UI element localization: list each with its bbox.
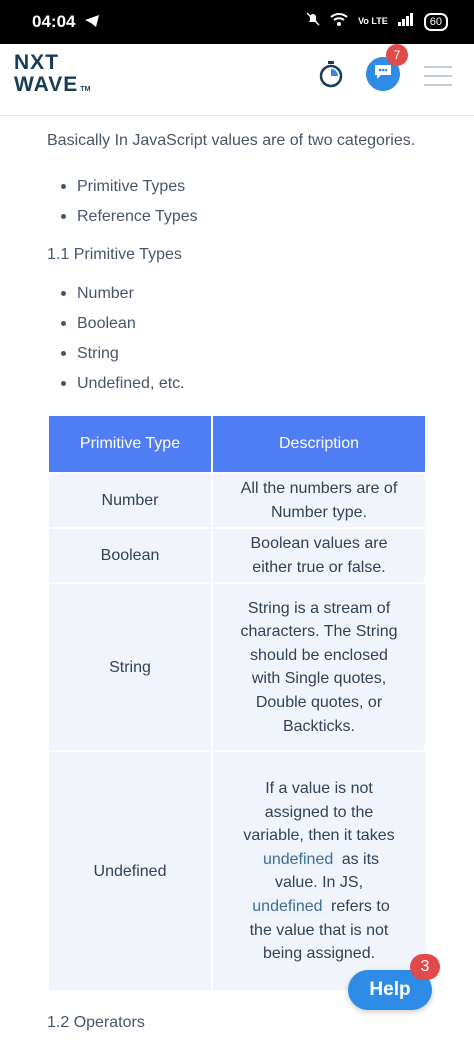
list-item: Undefined, etc. [77,373,185,403]
help-badge: 3 [410,954,440,980]
telegram-icon [84,14,100,33]
notification-badge: 7 [386,44,408,66]
type-cell: String [48,583,212,751]
inline-code: undefined [248,898,326,915]
hamburger-menu-icon[interactable] [424,66,452,93]
status-bar [0,0,474,44]
chat-icon [373,63,393,86]
operators-heading: 1.2 Operators [47,1014,145,1031]
system-icons [306,12,448,31]
list-item: Primitive Types [77,176,198,206]
intro-text: Basically In JavaScript values are of two categories. [47,132,416,149]
help-button[interactable]: Help [348,970,432,1010]
column-header-type: Primitive Type [48,415,212,473]
mute-icon [306,12,320,31]
logo-line2: WAVE [14,73,79,96]
list-item: String [77,343,185,373]
description-cell: String is a stream of characters. The String should be enclosed with Single quotes, Double quotes, or Backticks. [212,583,426,751]
description-text: as its value. In JS, [274,850,380,892]
primitive-types-list [77,283,185,403]
description-cell: Boolean values are either true or false. [212,528,426,583]
description-cell: All the numbers are of Number type. [212,473,426,528]
column-header-description: Description [212,415,426,473]
primitive-types-table [47,414,427,992]
logo-line1: NXT [14,51,59,74]
battery-icon: 60 [424,13,448,31]
logo-trademark: TM [80,86,91,93]
wifi-icon [330,12,348,31]
list-item: Reference Types [77,206,198,236]
table-header-row [48,415,426,473]
table-row [48,583,426,751]
table-row [48,751,426,991]
app-header [0,44,474,116]
signal-icon [398,12,414,31]
inline-code: undefined [259,851,337,868]
table-row [48,528,426,583]
table-row [48,473,426,528]
status-time: 04:04 [32,12,76,31]
list-item: Boolean [77,313,185,343]
description-text: If a value is not assigned to the variable, then it takes [243,780,395,845]
section-heading: 1.1 Primitive Types [47,246,182,263]
description-cell [212,751,426,991]
description-text: refers to the value that is not being assigned. [249,897,390,963]
type-cell: Number [48,473,212,528]
type-cell: Boolean [48,528,212,583]
volte-indicator: Vo LTE [358,16,388,26]
nxtwave-logo[interactable] [14,52,90,101]
stopwatch-icon[interactable] [318,60,344,93]
type-cell: Undefined [48,751,212,991]
categories-list [77,176,198,236]
list-item: Number [77,283,185,313]
